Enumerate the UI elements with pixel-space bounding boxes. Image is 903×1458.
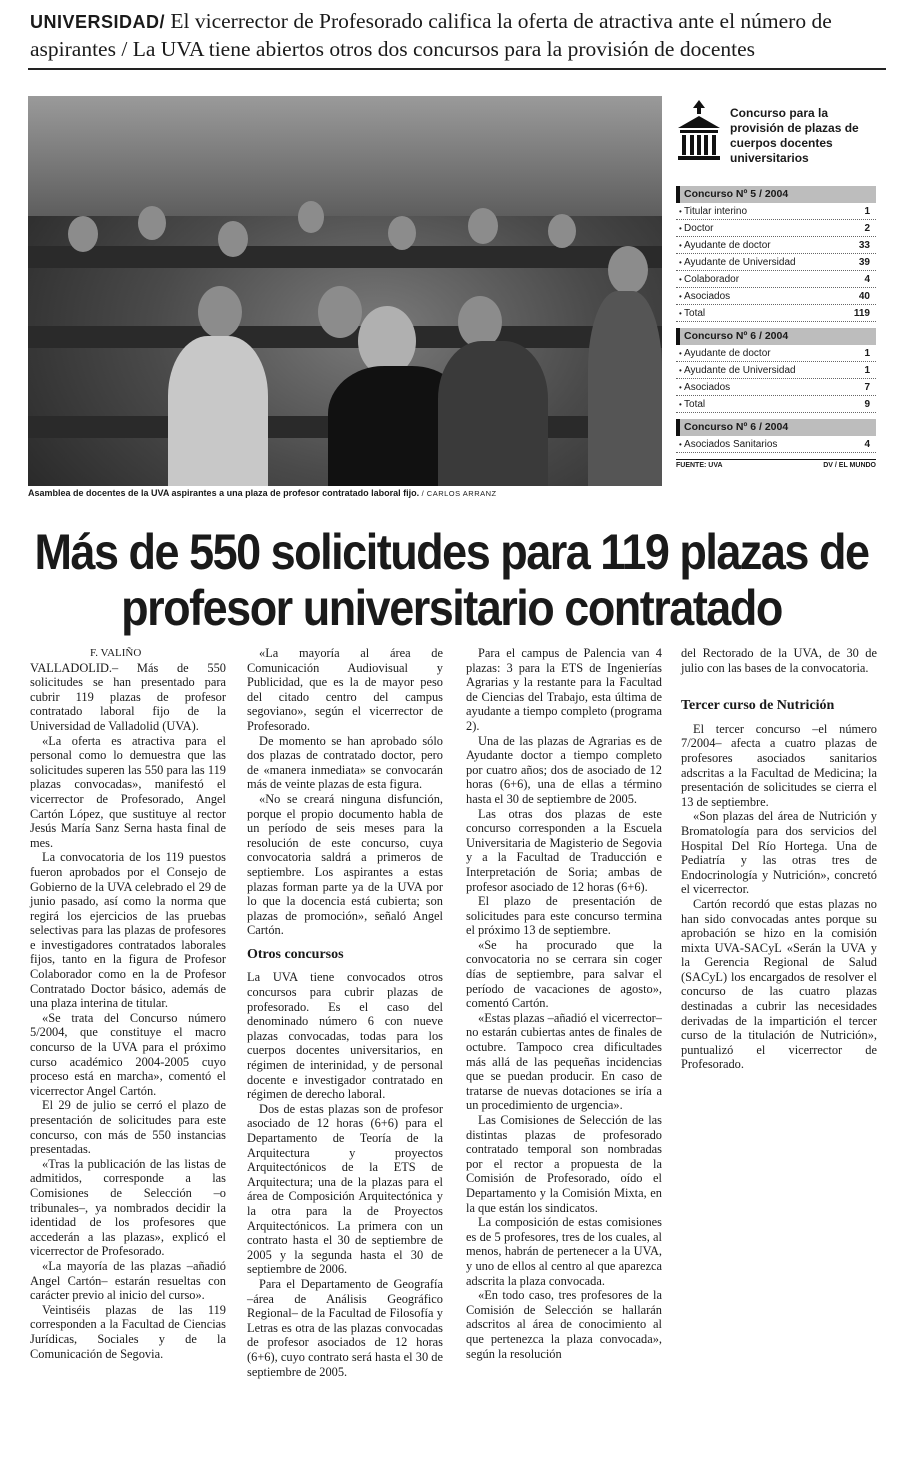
subheading-tercer-curso: Tercer curso de Nutrición xyxy=(681,698,835,714)
paragraph: «La mayoría al área de Comunicación Audiovisual y Publicidad, que es la de mayor peso del citado centro del campus segoviano», según el vicerrector de Profesorado. xyxy=(247,646,443,733)
row-label: • Asociados xyxy=(679,291,730,302)
paragraph: Para el campus de Palencia van 4 plazas: 3 para la ETS de Ingenierías Agrarias y la restante para la Facultad de Ciencias del Trabajo, esta última de ayudante a tiempo completo (programa 2). xyxy=(466,646,662,733)
table-row xyxy=(676,362,876,379)
paragraph: Dos de estas plazas son de profesor asociado de 12 horas (6+6) para el Departamento de Teoría de la Arquitectura y proyectos Arquitectónicos de la ETS de Arquitectura; una de la plazas para el área de Composición Arquitectónica y la otra para la de Proyectos Arquitectónicos. La primera con un contrato hasta el 30 de septiembre de 2005 y la segunda hasta el 30 de septiembre de 2006. xyxy=(247,1101,443,1277)
news-photo xyxy=(28,96,662,486)
row-label: • Asociados xyxy=(679,382,730,393)
row-label: • Ayudante de Universidad xyxy=(679,365,796,376)
row-value: 1 xyxy=(864,205,870,217)
row-label: • Colaborador xyxy=(679,274,739,285)
sidebar-section xyxy=(676,419,876,453)
table-row xyxy=(676,203,876,220)
source-label: FUENTE: UVA xyxy=(676,462,723,469)
caption-text: Asamblea de docentes de la UVA aspirantes a una plaza de profesor contratado laboral fijo. xyxy=(28,488,420,498)
sidebar-section xyxy=(676,328,876,413)
section-title: Concurso Nº 6 / 2004 xyxy=(676,328,876,345)
table-row xyxy=(676,305,876,322)
paragraph: La convocatoria de los 119 puestos fueron aprobados por el Consejo de Gobierno de la UVA celebrado el 29 de junio pasado, así como la norma que regirá los ejercicios de las pruebas selectivas para las plazas de profesores e investigadores contratados laborales fijos, tanto en la figura de Profesor Colaborador como en la de Profesor Contratado Doctor básico, además de una plaza interina de titular. xyxy=(30,850,226,1011)
paragraph: «Se trata del Concurso número 5/2004, que constituye el macro concurso de la UVA para el próximo curso académico 2004-2005 cuyo proceso está en marcha», comentó el vicerrector Angel Cartón. xyxy=(30,1010,226,1098)
row-value: 1 xyxy=(864,364,870,376)
paragraph: El tercer concurso –el número 7/2004– afecta a cuatro plazas de profesores asociados sanitarios adscritas a la Facultad de Medicina; la presentación de solicitudes se cierra el 13 de septiembre. xyxy=(681,721,877,809)
row-label: • Ayudante de doctor xyxy=(679,240,771,251)
row-label: • Ayudante de doctor xyxy=(679,348,771,359)
paragraph: Para el Departamento de Geografía –área de Análisis Geográfico Regional– de la Facultad de Filosofía y Letras es otra de las plazas convocadas de profesor asociados de 12 horas (6+6), cuyo contrato será hasta el 30 de septiembre de 2005. xyxy=(247,1276,443,1379)
row-label: • Ayudante de Universidad xyxy=(679,257,796,268)
paragraph: Cartón recordó que estas plazas no han sido convocadas antes porque su aprobación se hizo en la comisión mixta UVA-SACyL «Serán la UVA y la Gerencia Regional de Salud (SACyL) los encargados de resolver el concurso de las cuatro plazas destinadas a cubrir las necesidades derivadas de la impartición el tercer curso de la titulación de Nutrición», puntualizó el vicerrector de Profesorado. xyxy=(681,896,877,1072)
paragraph: La UVA tiene convocados otros concursos para cubrir plazas de profesorado. Es el caso del denominado número 6 con nueve plazas convocadas, todas para los cuerpos docentes universitarios, en régimen de interinidad, y de personal docente e investigador contratado en régimen de derecho laboral. xyxy=(247,970,443,1102)
table-row xyxy=(676,271,876,288)
sidebar-footer xyxy=(676,459,876,469)
paragraph: «La mayoría de las plazas –añadió Angel Cartón– estarán resueltas con carácter previo al inicio del curso». xyxy=(30,1258,226,1303)
row-value: 39 xyxy=(858,256,870,268)
paragraph: «Son plazas del área de Nutrición y Bromatología para dos servicios del Hospital Del Río Hortega. Una de Pediatría y las otras tres de Endocrinología y Nutrición», concretó el vicerrector. xyxy=(681,809,877,897)
subheading-otros-concursos: Otros concursos xyxy=(247,946,344,962)
row-value: 33 xyxy=(858,239,870,251)
section-tag: UNIVERSIDAD/ xyxy=(30,12,166,32)
row-value: 9 xyxy=(864,398,870,410)
table-row xyxy=(676,254,876,271)
row-label: • Titular interino xyxy=(679,206,747,217)
paragraph: «Se ha procurado que la convocatoria no se cerrara sin coger días de septiembre, para salvar el período de vacaciones de agosto», comentó Cartón. xyxy=(466,937,662,1011)
publisher-label: DV / EL MUNDO xyxy=(823,462,876,469)
table-row xyxy=(676,220,876,237)
photo-caption xyxy=(28,488,662,498)
row-value: 4 xyxy=(864,438,870,450)
headline: Más de 550 solicitudes para 119 plazas de profesor universitario contratado xyxy=(34,522,869,636)
paragraph: «Estas plazas –añadió el vicerrector– no estarán cubiertas antes de finales de octubre. Tampoco crea dificultades más allá de las pequeñas incidencias que se puedan producir. En caso de tratarse de nuevas dotaciones se iría a un procedimiento de urgencia». xyxy=(466,1010,662,1113)
table-row xyxy=(676,436,876,453)
row-label: • Total xyxy=(679,399,705,410)
paragraph: VALLADOLID.– Más de 550 solicitudes se han presentado para cubrir 119 plazas de profesor contratado laboral fijo de la Universidad de Valladolid (UVA). xyxy=(30,660,226,733)
paragraph: «La oferta es atractiva para el personal como lo demuestra que las solicitudes superen las 550 para las 119 plazas convocadas», manifestó el vicerrector de Profesorado, Angel Cartón López, que sustituye al rector Jesús María Sanz Serna hasta final de mes. xyxy=(30,733,226,850)
row-value: 40 xyxy=(858,290,870,302)
photo-credit: / CARLOS ARRANZ xyxy=(421,489,497,498)
row-label: • Asociados Sanitarios xyxy=(679,439,777,450)
paragraph: Una de las plazas de Agrarias es de Ayudante doctor a tiempo completo por cuatro años; dos de asociado de 12 horas (6+6), una de ellas a término hasta el 30 de septiembre de 2005. xyxy=(466,733,662,806)
kicker xyxy=(30,8,890,63)
paragraph: El plazo de presentación de solicitudes para este concurso termina el próximo 13 de septiembre. xyxy=(466,894,662,938)
paragraph: El 29 de julio se cerró el plazo de presentación de solicitudes para este concurso, con más de 550 instancias presentadas. xyxy=(30,1098,226,1157)
article-column-3 xyxy=(466,646,662,1361)
row-label: • Total xyxy=(679,308,705,319)
table-row xyxy=(676,396,876,413)
row-value: 4 xyxy=(864,273,870,285)
section-title: Concurso Nº 6 / 2004 xyxy=(676,419,876,436)
article-column-4 xyxy=(681,646,877,1072)
paragraph: Las otras dos plazas de este concurso corresponden a la Escuela Universitaria de Magisterio de Segovia y a la Facultad de Traducción e Interpretación de Soria; ambas de profesor asociado de 12 horas (6+6). xyxy=(466,806,662,894)
top-rule xyxy=(28,68,886,70)
row-label: • Doctor xyxy=(679,223,713,234)
byline: F. VALIÑO xyxy=(90,647,142,659)
paragraph: «En todo caso, tres profesores de la Comisión de Selección se hallarán adscritos al área de conocimiento al que pertenezca la plaza convocada», según la resolución xyxy=(466,1288,662,1361)
paragraph: «Tras la publicación de las listas de admitidos, corresponde a las Comisiones de Selección –o tribunales–, ya nombrados decidir la identidad de los profesores que accederán a las plazas», explicó el vicerrector de Profesorado. xyxy=(30,1156,226,1259)
table-row xyxy=(676,237,876,254)
paragraph: del Rectorado de la UVA, de 30 de julio con las bases de la convocatoria. xyxy=(681,646,877,675)
university-building-icon xyxy=(676,100,722,180)
table-row xyxy=(676,345,876,362)
table-row xyxy=(676,379,876,396)
paragraph: Veintiséis plazas de las 119 corresponden a la Facultad de Ciencias Jurídicas, Sociales y de la Comunicación de Segovia. xyxy=(30,1302,226,1361)
paragraph: «No se creará ninguna disfunción, porque el propio documento habla de un período de seis meses para la resolución de este concurso, cuya convocatoria saldrá a primeros de septiembre. Los aspirantes a estas plazas forman parte ya de la UVA por lo que la docencia está cubierta; son plazas de promoción», señaló Angel Cartón. xyxy=(247,791,443,938)
row-value: 1 xyxy=(864,347,870,359)
article-column-2 xyxy=(247,646,443,1379)
article-column-1 xyxy=(30,646,226,1361)
paragraph: La composición de estas comisiones es de 5 profesores, tres de los cuales, al menos, habrán de pertenecer a la UVA, y uno de ellos al centro al que aparezca adscrita la plaza convocada. xyxy=(466,1215,662,1288)
row-value: 2 xyxy=(864,222,870,234)
sidebar-table xyxy=(676,100,876,469)
paragraph: De momento se han aprobado sólo dos plazas de contratado doctor, pero de «manera inmediata» se convocarán más de veinte plazas de esta figura. xyxy=(247,733,443,792)
section-title: Concurso Nº 5 / 2004 xyxy=(676,186,876,203)
paragraph: Las Comisiones de Selección de las distintas plazas de profesorado contratado temporal son nombradas por el rector a propuesta de la Comisión de Profesorado, oído el Departamento y la Comisión Mixta, en la que están los sindicatos. xyxy=(466,1113,662,1215)
kicker-text: El vicerrector de Profesorado califica la oferta de atractiva ante el número de aspirantes / La UVA tiene abiertos otros dos concursos para la provisión de docentes xyxy=(30,9,832,61)
table-row xyxy=(676,288,876,305)
row-value: 119 xyxy=(853,307,870,319)
sidebar-section xyxy=(676,186,876,322)
sidebar-title: Concurso para la provisión de plazas de cuerpos docentes universitarios xyxy=(730,106,859,165)
row-value: 7 xyxy=(864,381,870,393)
